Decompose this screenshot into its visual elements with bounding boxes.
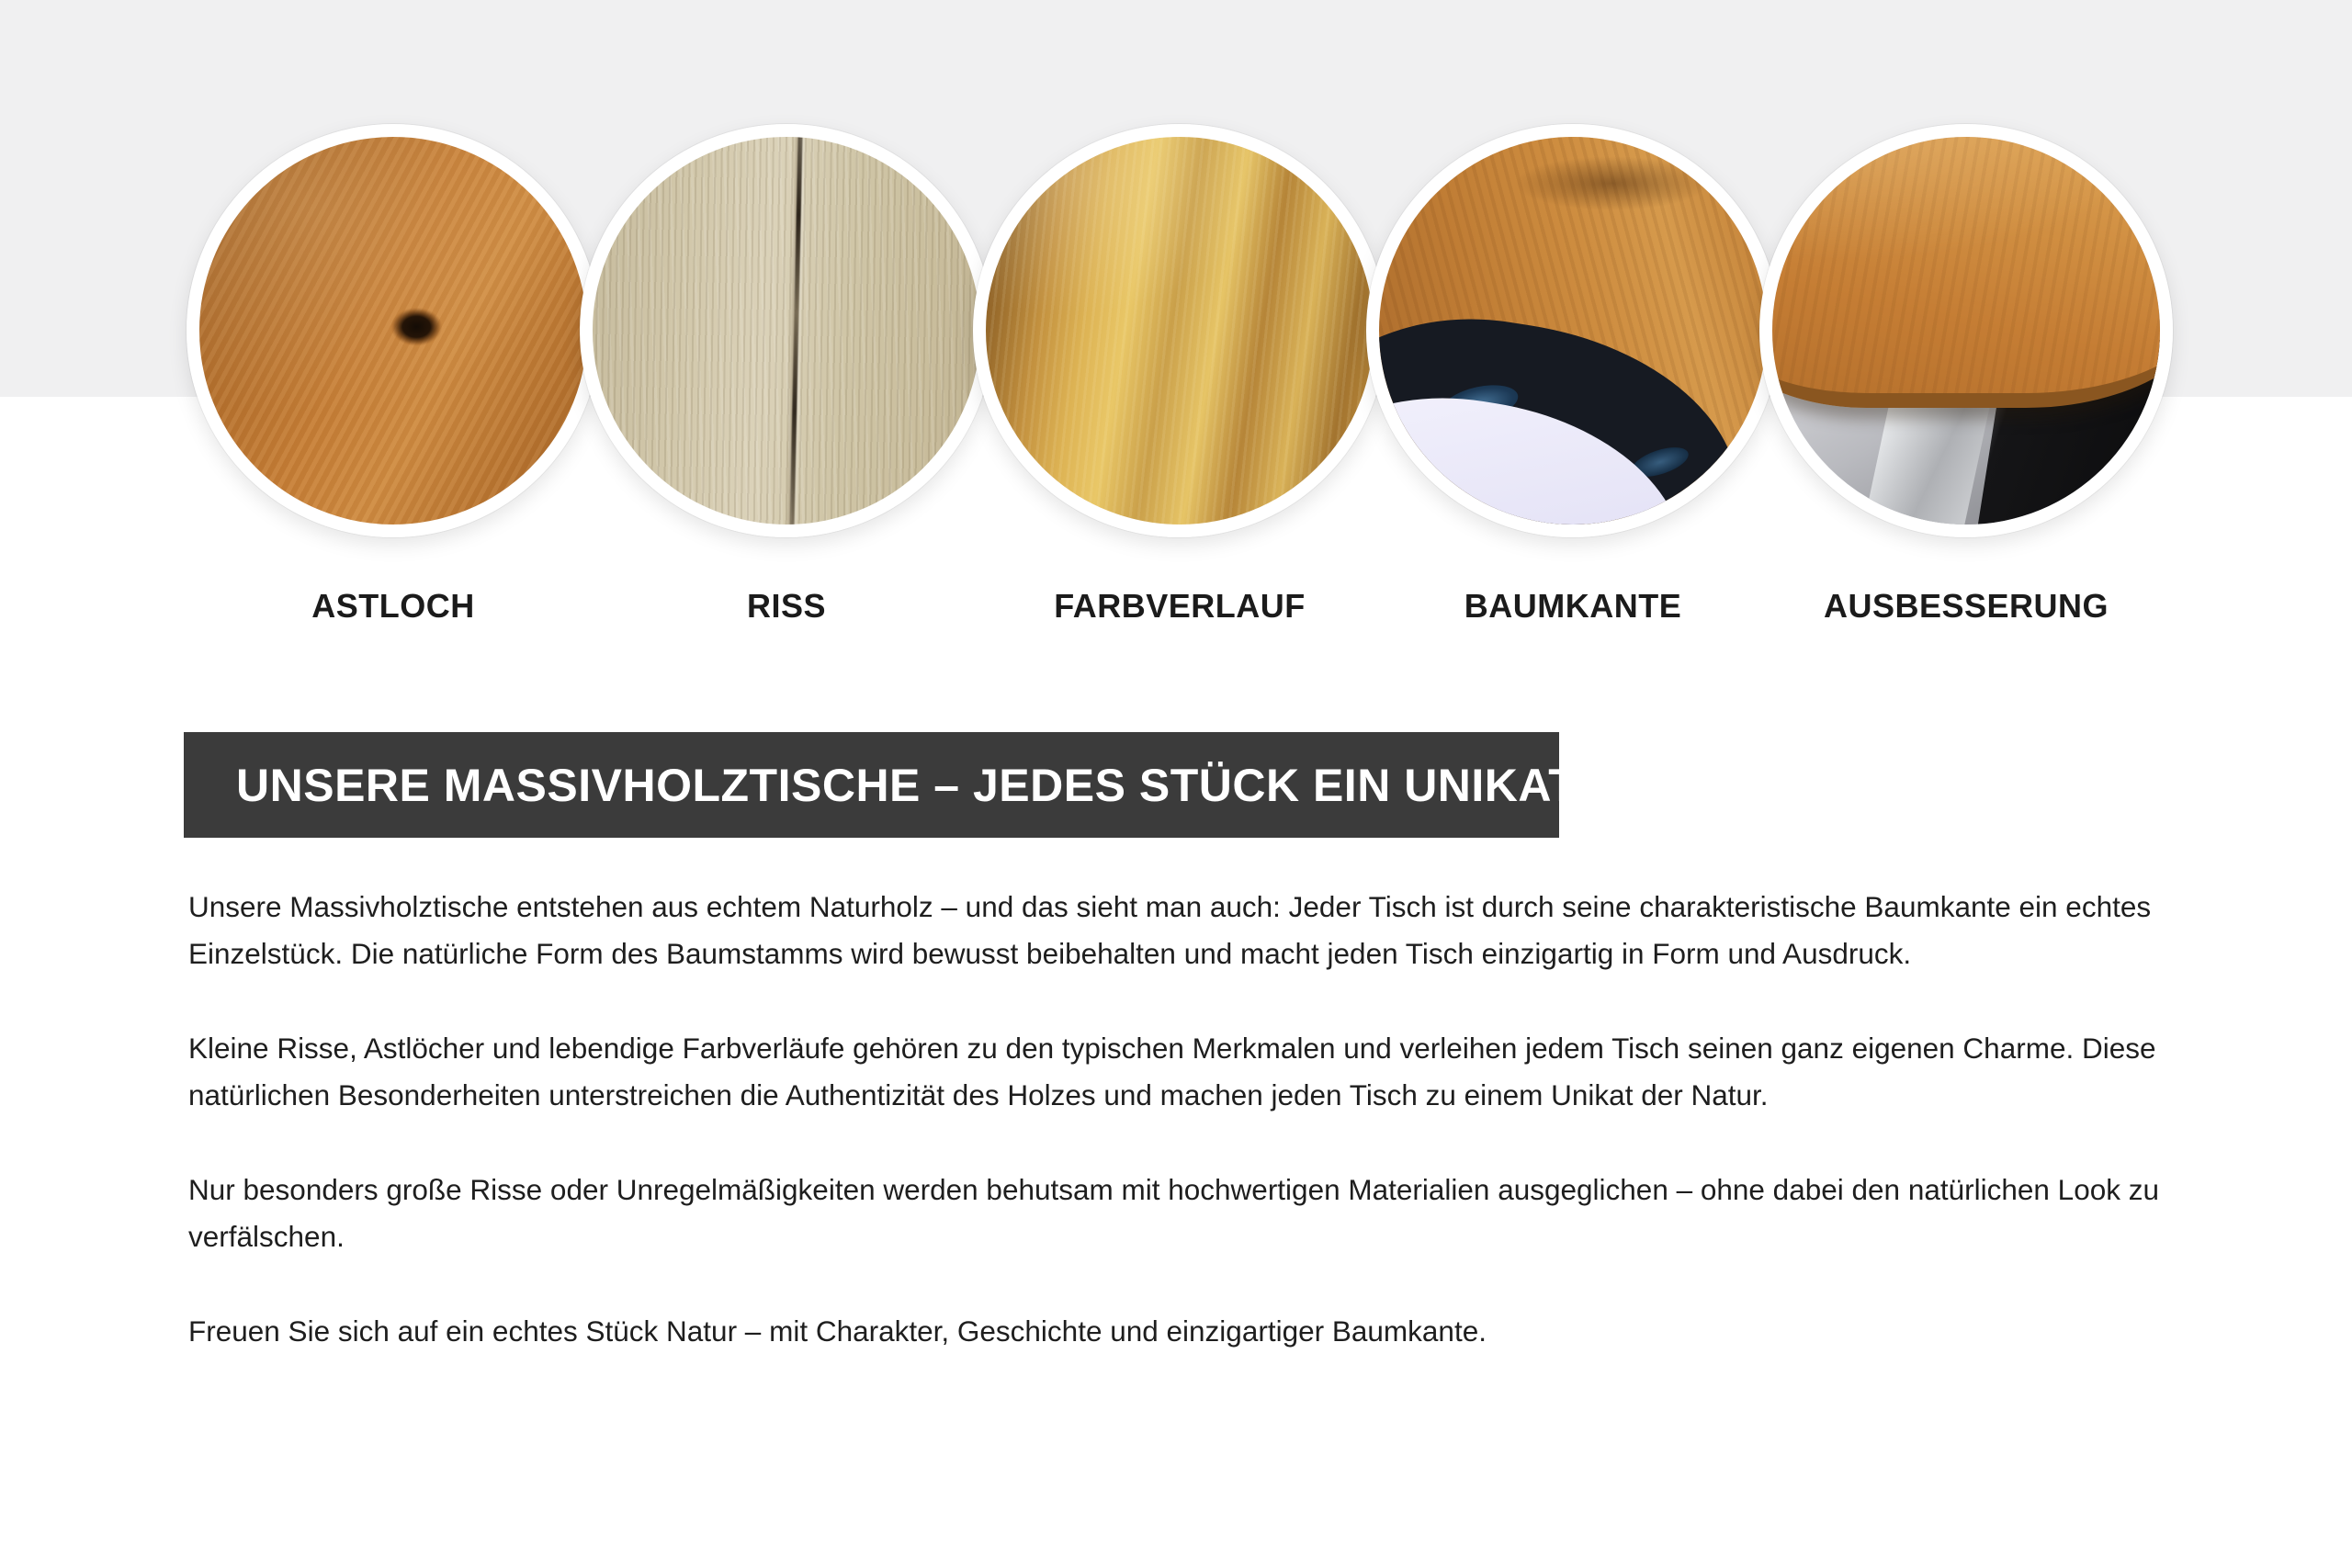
astloch-photo <box>187 124 600 537</box>
crack-detail <box>790 124 804 537</box>
paragraph-2: Kleine Risse, Astlöcher und lebendige Farbverläufe gehören zu den typischen Merkmalen und verleihen jedem Tisch seinen ganz eigenen Charme. Diese natürlichen Besonderheiten unterstreichen die Authentizität des Holzes und machen jeden Tisch zu einem Unikat der Natur. <box>188 1032 2156 1111</box>
farbverlauf-photo <box>973 124 1386 537</box>
section-title-banner <box>184 732 1577 838</box>
tabletop-detail <box>1759 124 2173 408</box>
feature-label-baumkante: BAUMKANTE <box>1464 587 1682 625</box>
feature-astloch <box>197 124 590 626</box>
feature-riss <box>590 124 983 626</box>
metal-leg-detail <box>1855 393 1992 537</box>
baumkante-photo <box>1366 124 1780 537</box>
feature-label-farbverlauf: FARBVERLAUF <box>1054 587 1306 625</box>
paragraph-3: Nur besonders große Risse oder Unregelmäßigkeiten werden behutsam mit hochwertigen Materialien ausgeglichen – ohne dabei den natürlichen Look zu verfälschen. <box>188 1173 2159 1253</box>
ausbesserung-photo <box>1759 124 2173 537</box>
paragraph-4: Freuen Sie sich auf ein echtes Stück Natur – mit Charakter, Geschichte und einzigartiger Baumkante. <box>188 1314 1487 1348</box>
section-title: UNSERE MASSIVHOLZTISCHE – JEDES STÜCK EIN UNIKAT <box>236 759 1577 811</box>
riss-photo <box>580 124 993 537</box>
feature-label-astloch: ASTLOCH <box>311 587 475 625</box>
paragraph-1: Unsere Massivholztische entstehen aus echtem Naturholz – und das sieht man auch: Jeder Tisch ist durch seine charakteristische Baumkante ein echtes Einzelstück. Die natürliche Form des Baumstamms wird bewusst beibehalten und macht jeden Tisch einzigartig in Form und Ausdruck. <box>188 890 2152 970</box>
feature-farbverlauf <box>983 124 1376 626</box>
feature-baumkante <box>1376 124 1770 626</box>
feature-label-riss: RISS <box>746 587 827 625</box>
feature-label-ausbesserung: AUSBESSERUNG <box>1823 587 2109 625</box>
section-body <box>188 884 2191 1403</box>
feature-ausbesserung <box>1770 124 2163 626</box>
